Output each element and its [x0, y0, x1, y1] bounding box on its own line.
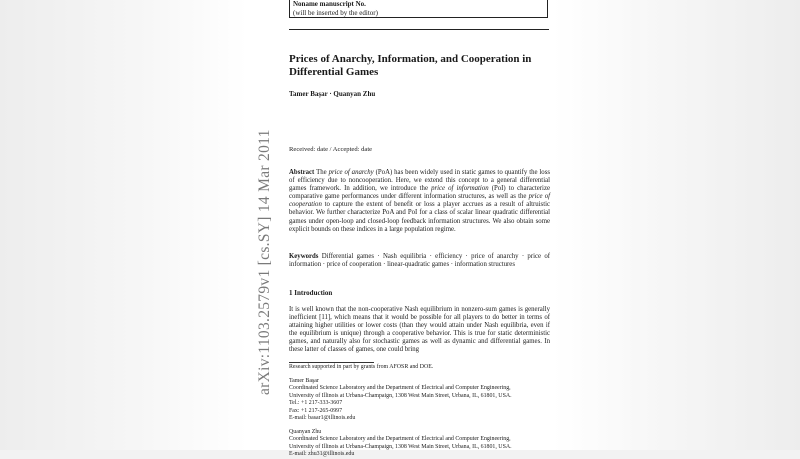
left-backdrop: [0, 0, 248, 450]
abstract-poc-term: price of cooperation: [289, 193, 551, 209]
abstract-text-2: (PoA) has been widely used in static games to quantify the loss of efficiency due to noncooperation. Here, we extend this concept to a general differential games framework. In addition, we introduce the: [289, 169, 550, 193]
author1-telephone: Tel.: +1 217-333-3607: [289, 400, 343, 406]
abstract-text-4: to capture the extent of benefit or loss a player accrues as a result of altruistic behavior. We further characterize PoA and PoI for a class of scalar linear quadratic differential games under open-loop and closed-loop feedback information structures. We also obtain some explicit bounds on these indices in a large population regime.: [289, 201, 550, 233]
introduction-paragraph: It is well known that the non-cooperative Nash equilibrium in nonzero-sum games is generally inefficient [11], which means that it would be possible for all players to do better in terms of attaining higher utilities or lower costs (than they would attain under Nash equilibria, even if the equilibrium is unique) through a cooperative behavior. This is true for static deterministic games, and naturally also for stochastic games as well as dynamic and differential games. In these latter of classes of games, one could bring: [289, 306, 550, 354]
footnote-block: [289, 364, 551, 459]
author2-email: E-mail: zhu31@illinois.edu: [289, 451, 355, 457]
keywords-paragraph: [289, 253, 550, 269]
abstract-text-1: The: [316, 169, 327, 176]
abstract-poi-term: price of information: [431, 185, 489, 193]
author2-name: Quanyan Zhu: [289, 428, 322, 435]
manuscript-editor-note: (will be inserted by the editor): [293, 8, 378, 17]
arxiv-identifier-stamp: arXiv:1103.2579v1 [cs.SY] 14 Mar 2011: [256, 129, 273, 395]
section-heading-introduction: 1 Introduction: [289, 289, 333, 297]
abstract-text-3: (PoI) to characterize comparative game performances under different information structures, as well as the: [289, 185, 550, 201]
author1-email: E-mail: basar1@illinois.edu: [289, 415, 356, 421]
received-date-line: Received: date / Accepted: date: [289, 146, 373, 153]
paper-title: Prices of Anarchy, Information, and Cooperation in Differential Games: [289, 53, 532, 78]
author1-fax: Fax: +1 217-265-0997: [289, 407, 343, 414]
funding-note: Research supported in part by grants from AFOSR and DOE.: [289, 364, 434, 370]
abstract-poa-term: price of anarchy: [328, 169, 374, 176]
author2-affiliation-line2: University of Illinois at Urbana-Champaign, 1308 West Main Street, Urbana, IL, 61801, USA.: [289, 443, 512, 450]
manuscript-number-label: Noname manuscript No.: [293, 0, 366, 8]
footnote-rule: [289, 362, 374, 363]
abstract-paragraph: [289, 169, 550, 234]
manuscript-number-box: [289, 0, 548, 18]
keywords-label: Keywords: [289, 253, 319, 260]
keywords-text: Differential games · Nash equilibria · efficiency · price of anarchy · price of information · price of cooperation · linear-quadratic games · information structures: [289, 253, 550, 269]
abstract-label: Abstract: [289, 169, 315, 176]
author1-affiliation-line1: Coordinated Science Laboratory and the Department of Electrical and Computer Engineering,: [289, 385, 511, 391]
right-backdrop: [553, 0, 800, 450]
author1-affiliation-line2: University of Illinois at Urbana-Champaign, 1308 West Main Street, Urbana, IL, 61801, USA.: [289, 392, 512, 399]
header-rule: [289, 29, 549, 30]
author2-affiliation-line1: Coordinated Science Laboratory and the Department of Electrical and Computer Engineering,: [289, 436, 511, 442]
paper-authors: Tamer Başar · Quanyan Zhu: [289, 90, 376, 98]
author1-name: Tamer Başar: [289, 377, 319, 384]
